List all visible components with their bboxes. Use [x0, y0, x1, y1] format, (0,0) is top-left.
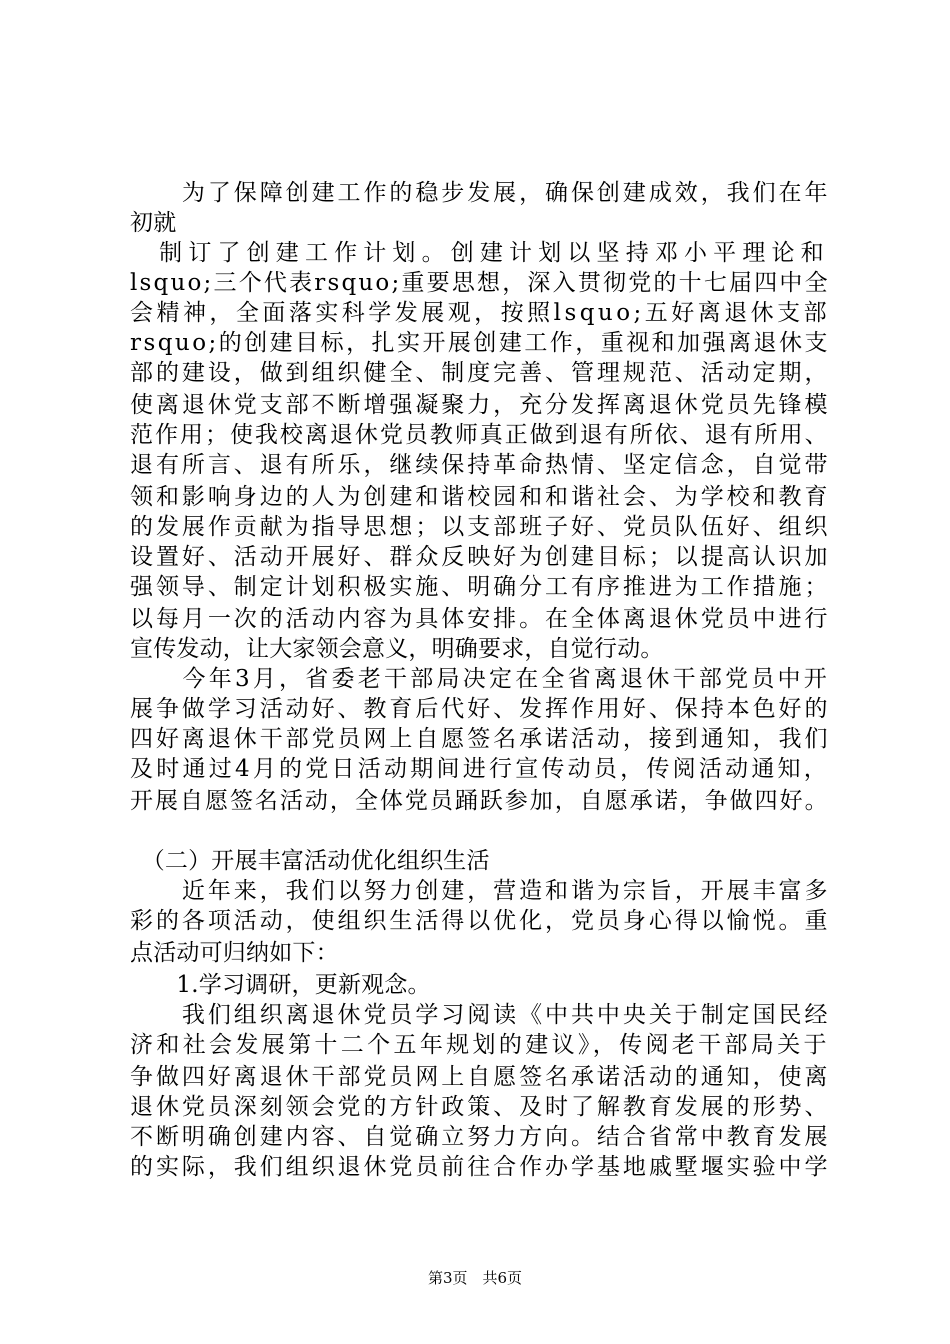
text-line: 彩的各项活动，使组织生活得以优化，党员身心得以愉悦。重	[130, 908, 831, 934]
text-line: 使离退休党支部不断增强凝聚力，充分发挥离退休党员先锋模	[130, 392, 831, 418]
text-line: 点活动可归纳如下：	[130, 940, 339, 966]
text-line: 初就	[130, 210, 177, 236]
text-line: 我们组织离退休党员学习阅读《中共中央关于制定国民经	[130, 1002, 831, 1028]
text-line: 强领导、制定计划积极实施、明确分工有序推进为工作措施；	[130, 574, 831, 600]
text-line: rsquo;的创建目标，扎实开展创建工作，重视和加强离退休支	[130, 330, 830, 356]
text-line: 范作用；使我校离退休党员教师真正做到退有所依、退有所用、	[130, 422, 830, 448]
text-line: 制订了创建工作计划。创建计划以坚持邓小平理论和	[130, 240, 830, 266]
text-line: 的实际，我们组织退休党员前往合作办学基地戚墅堰实验中学	[130, 1154, 831, 1180]
text-line: 退休党员深刻领会党的方针政策、及时了解教育发展的形势、	[130, 1094, 831, 1120]
text-line: 的发展作贡献为指导思想；以支部班子好、党员队伍好、组织	[130, 514, 831, 540]
text-line: 会精神，全面落实科学发展观，按照lsquo;五好离退休支部	[130, 300, 831, 326]
text-line: 近年来，我们以努力创建，营造和谐为宗旨，开展丰富多	[130, 878, 831, 904]
text-line: 设置好、活动开展好、群众反映好为创建目标；以提高认识加	[130, 544, 831, 570]
text-line: 开展自愿签名活动，全体党员踊跃参加，自愿承诺，争做四好。	[130, 788, 830, 814]
page-footer: 第3页 共6页	[427, 1269, 523, 1287]
text-line: 争做四好离退休干部党员网上自愿签名承诺活动的通知，使离	[130, 1064, 831, 1090]
text-line: 济和社会发展第十二个五年规划的建议》，传阅老干部局关于	[130, 1032, 830, 1058]
text-line: 领和影响身边的人为创建和谐校园和和谐社会、为学校和教育	[130, 484, 831, 510]
text-line: 宣传发动，让大家领会意义，明确要求，自觉行动。	[130, 636, 664, 662]
text-line: lsquo;三个代表rsquo;重要思想，深入贯彻党的十七届四中全	[130, 270, 830, 296]
text-line: （二）开展丰富活动优化组织生活	[130, 848, 490, 874]
text-line: 及时通过4月的党日活动期间进行宣传动员，传阅活动通知，	[130, 756, 831, 782]
text-line: 以每月一次的活动内容为具体安排。在全体离退休党员中进行	[130, 606, 831, 632]
text-line: 部的建设，做到组织健全、制度完善、管理规范、活动定期，	[130, 360, 831, 386]
text-line: 1.学习调研，更新观念。	[130, 972, 431, 998]
text-line: 四好离退休干部党员网上自愿签名承诺活动，接到通知，我们	[130, 726, 831, 752]
text-line: 为了保障创建工作的稳步发展，确保创建成效，我们在年	[130, 180, 831, 206]
text-line: 今年3月，省委老干部局决定在全省离退休干部党员中开	[130, 666, 831, 692]
text-line: 展争做学习活动好、教育后代好、发挥作用好、保持本色好的	[130, 696, 831, 722]
text-line: 退有所言、退有所乐，继续保持革命热情、坚定信念，自觉带	[130, 452, 831, 478]
text-line: 不断明确创建内容、自觉确立努力方向。结合省常中教育发展	[130, 1124, 831, 1150]
